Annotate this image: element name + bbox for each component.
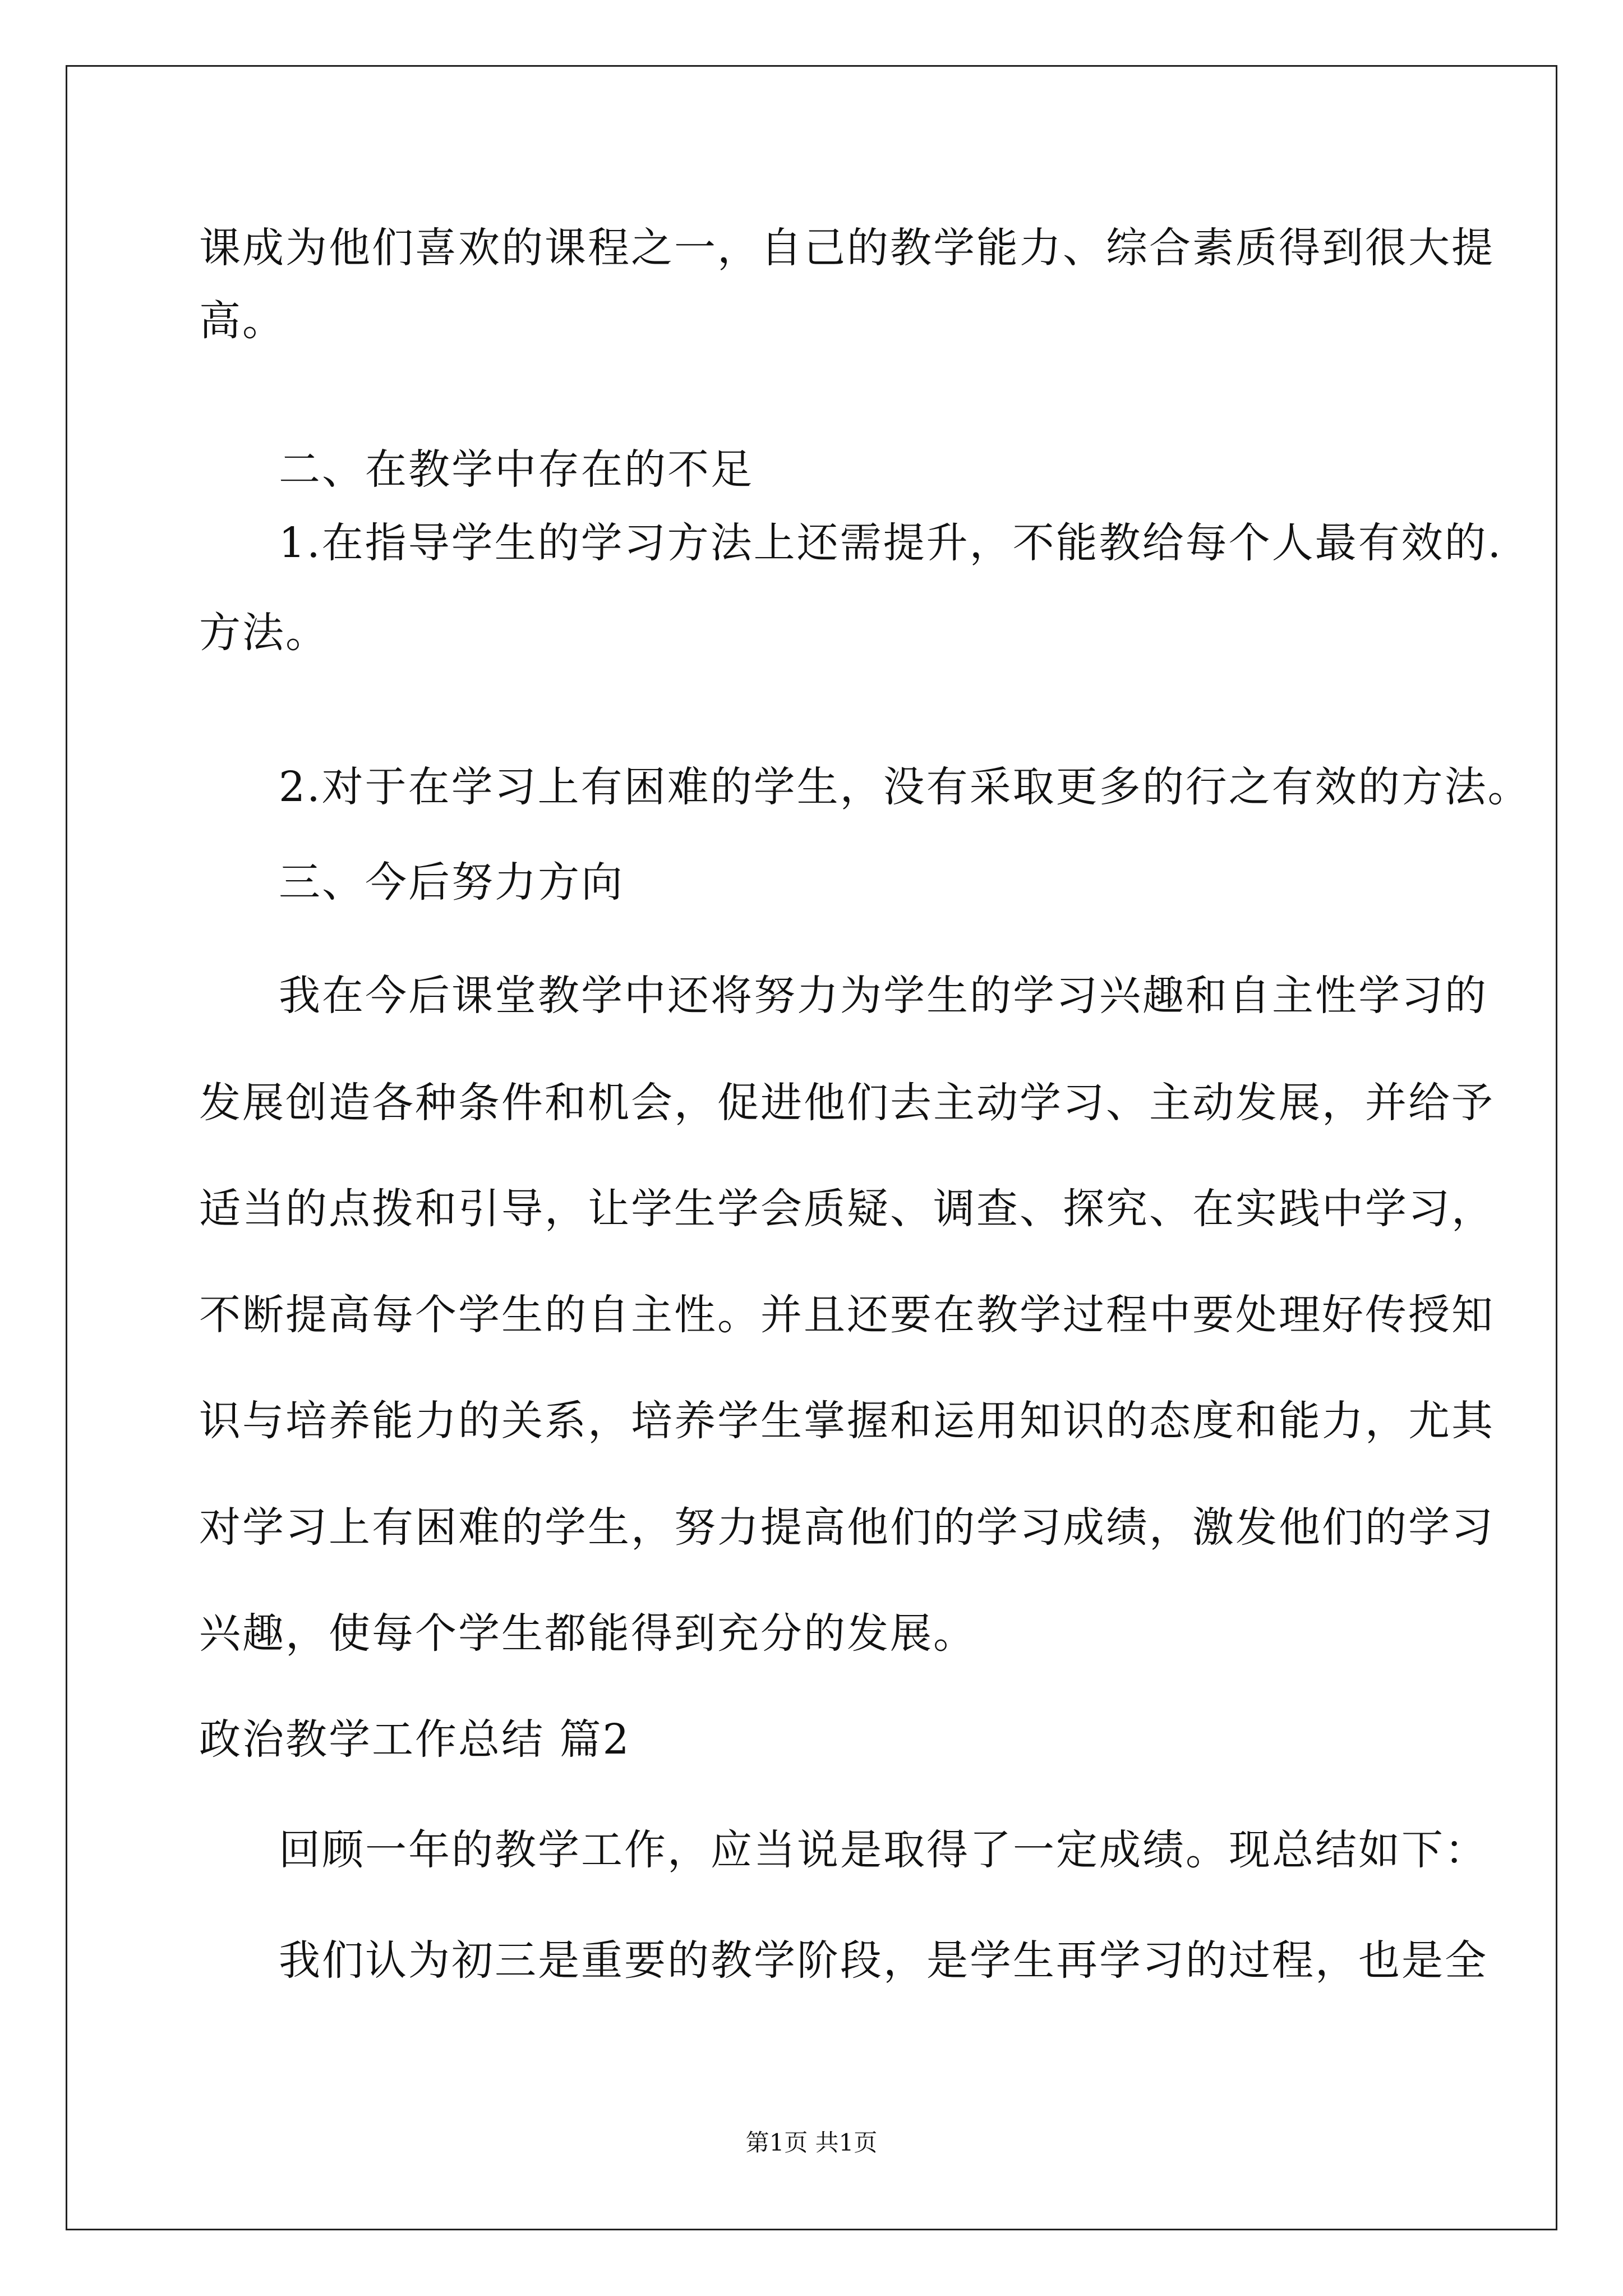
paragraph-line-1: 课成为他们喜欢的课程之一，自己的教学能力、综合素质得到很大提 [199,224,1495,272]
article-title: 政治教学工作总结 篇2 [199,1715,631,1764]
paragraph-line-12: 识与培养能力的关系，培养学生掌握和运用知识的态度和能力，尤其 [199,1397,1495,1445]
paragraph-line-14: 兴趣，使每个学生都能得到充分的发展。 [199,1609,976,1658]
paragraph-line-13: 对学习上有困难的学生，努力提高他们的学习成绩，激发他们的学习 [199,1503,1495,1552]
section-heading-direction: 三、今后努力方向 [279,858,624,907]
section-heading-shortcomings: 二、在教学中存在的不足 [279,445,754,494]
paragraph-line-2: 高。 [199,297,285,345]
paragraph-line-11: 不断提高每个学生的自主性。并且还要在教学过程中要处理好传授知 [199,1291,1495,1339]
paragraph-line-10: 适当的点拨和引导，让学生学会质疑、调查、探究、在实践中学习， [199,1185,1495,1233]
list-item-1-line-2: 方法。 [199,609,329,657]
paragraph-line-17: 我们认为初三是重要的教学阶段，是学生再学习的过程，也是全 [279,1936,1488,1985]
list-item-2: 2.对于在学习上有困难的学生，没有采取更多的行之有效的方法。 [279,763,1531,811]
list-item-1-line-1: 1.在指导学生的学习方法上还需提升，不能教给每个人最有效的. [279,519,1503,567]
paragraph-line-16: 回顾一年的教学工作，应当说是取得了一定成绩。现总结如下： [279,1826,1488,1874]
paragraph-line-8: 我在今后课堂教学中还将努力为学生的学习兴趣和自主性学习的 [279,972,1488,1020]
page-border [66,65,1557,2230]
page-number-footer: 第1页 共1页 [745,2129,878,2156]
paragraph-line-9: 发展创造各种条件和机会，促进他们去主动学习、主动发展，并给予 [199,1079,1495,1127]
